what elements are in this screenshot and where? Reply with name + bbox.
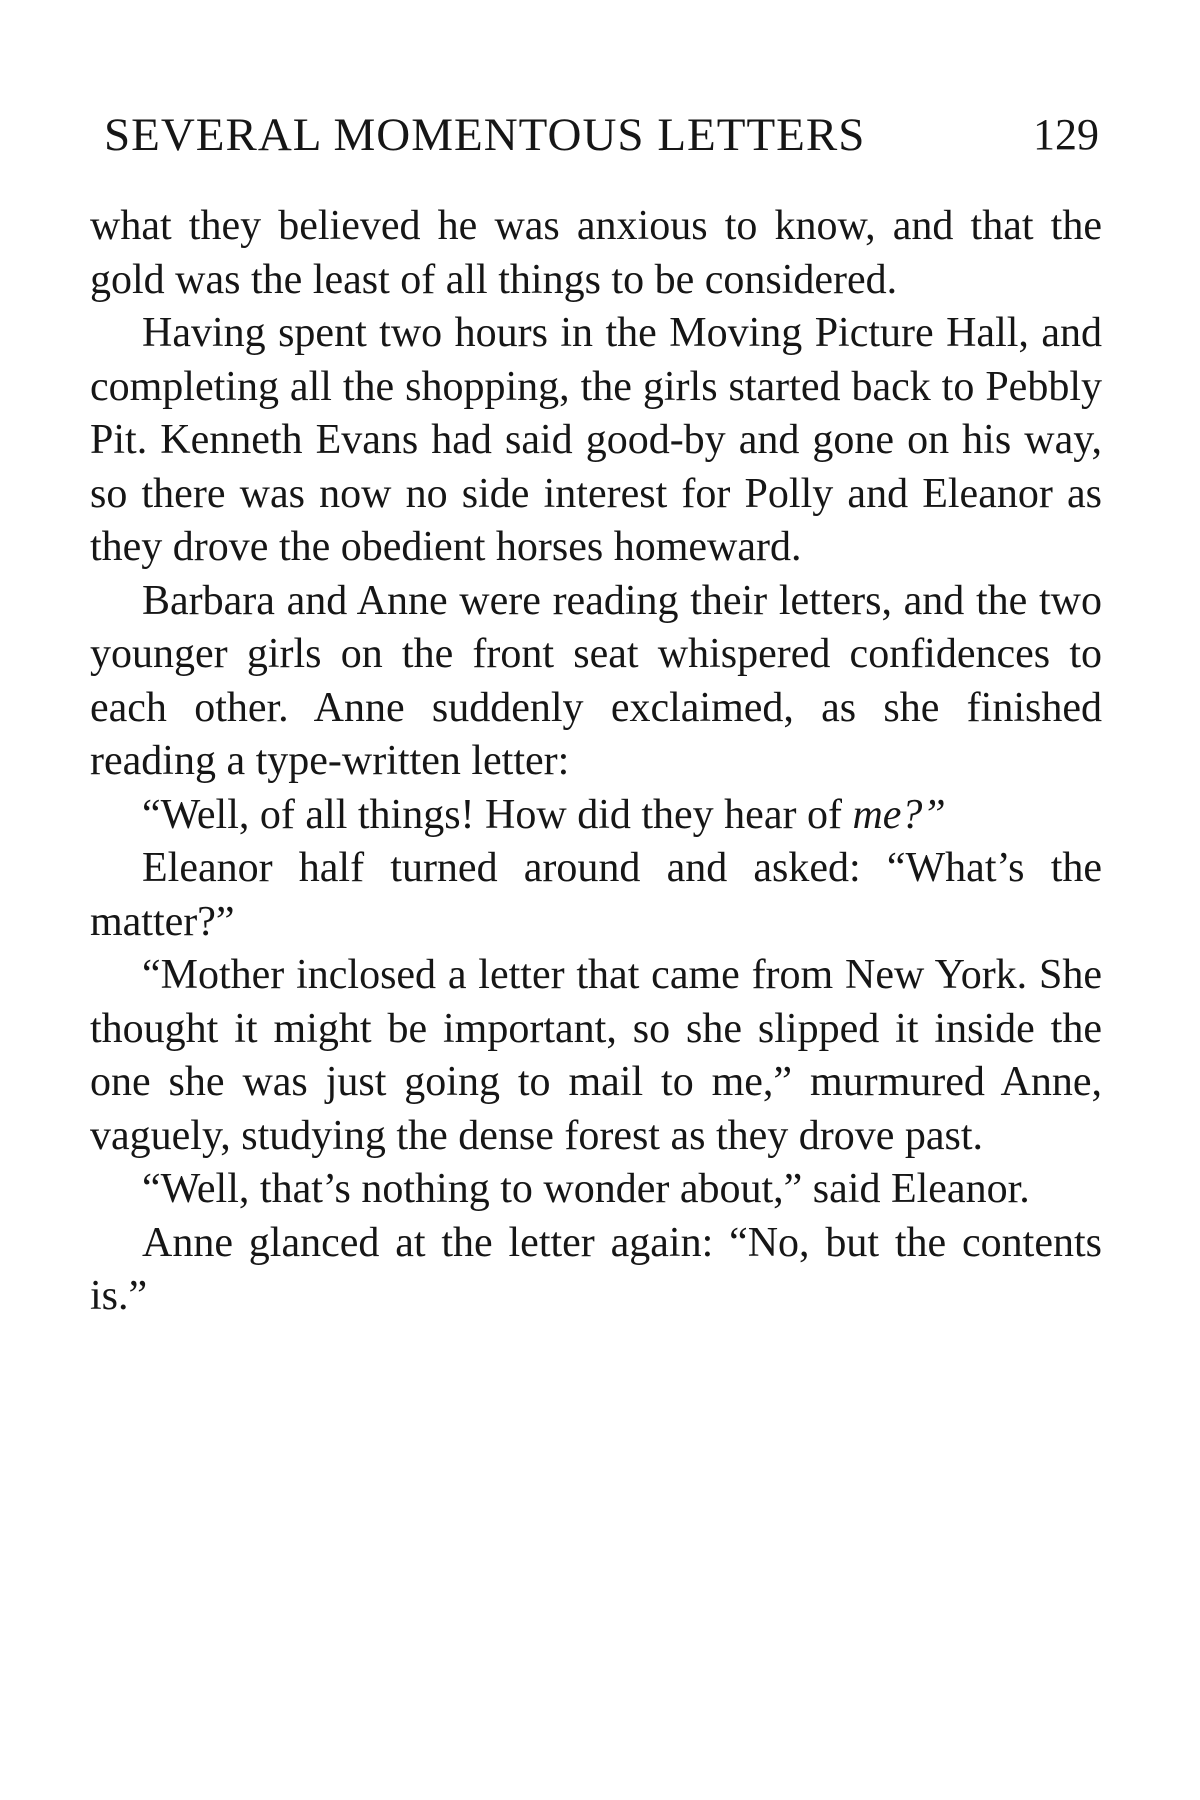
body-text (90, 200, 1102, 1324)
paragraph-moving-picture-hall: Having spent two hours in the Moving Picture Hall, and completing all the shopping, the girls started back to Pebbly Pit. Kenneth Evans had said good-by and gone on his way, so there was now no side interest for Polly and Eleanor as they drove the obedient horses homeward. (90, 310, 1102, 570)
quote-text: “Well, of all things! How did they hear of (142, 791, 853, 838)
paragraph-nothing-to-wonder: “Well, that’s nothing to wonder about,” said Eleanor. (142, 1166, 1030, 1212)
running-title: SEVERAL MOMENTOUS LETTERS (104, 109, 866, 161)
paragraph-eleanor-asked: Eleanor half turned around and asked: “What’s the matter?” (90, 845, 1102, 945)
running-head (104, 105, 1099, 165)
page-number: 129 (1033, 110, 1099, 159)
paragraph-well-of-all-things (90, 789, 1102, 843)
paragraph-contents-is: Anne glanced at the letter again: “No, but the contents is.” (90, 1219, 1102, 1319)
paragraph-mother-inclosed: “Mother inclosed a letter that came from New York. She thought it might be important, so she slipped it inside the one she was just going to mail to me,” murmured Anne, vaguely, studying the dense forest as they drove past. (90, 952, 1102, 1159)
paragraph-continued: what they believed he was anxious to know, and that the gold was the least of all things to be considered. (90, 203, 1102, 303)
paragraph-reading-letters: Barbara and Anne were reading their letters, and the two younger girls on the front seat whispered confidences to each other. Anne suddenly exclaimed, as she finished reading a type-written letter: (90, 577, 1102, 784)
quote-emphasis: me?” (852, 791, 946, 838)
